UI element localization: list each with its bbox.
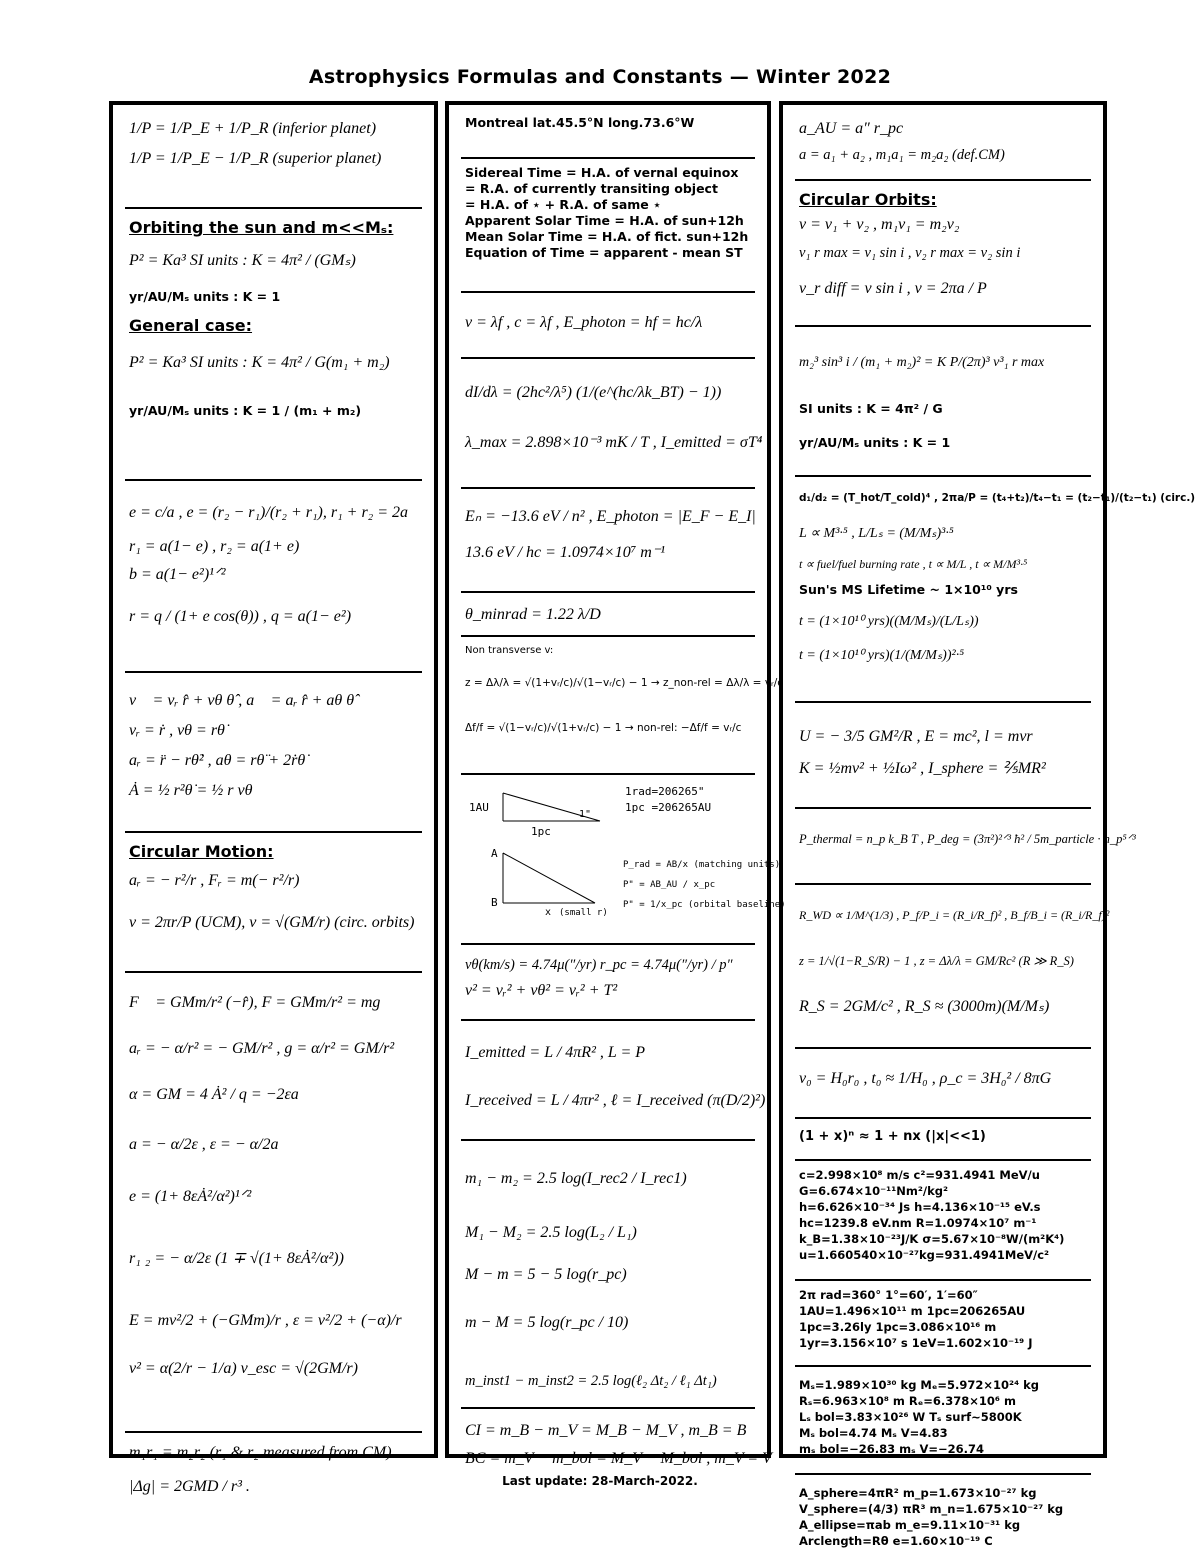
formula-line: v_r diff = v sin i , v = 2πa / P: [799, 280, 987, 297]
constant-line: Lₛ bol=3.83×10²⁶ W Tₛ surf~5800K: [799, 1410, 1022, 1424]
formula-line: Δf/f = √(1−vᵣ/c)/√(1+vᵣ/c) − 1 → non-rel: −Δf/f = vᵣ/c: [465, 722, 742, 734]
formula-line: e = c/a , e = (r₂ − r₁)/(r₂ + r₁), r₁ + r₂ = 2a: [129, 504, 409, 521]
formula-line: α = GM = 4 Ȧ² / q = −2εa: [129, 1086, 299, 1103]
formula-line: aᵣ = − r²/r , Fᵣ = m(− r²/r): [129, 872, 300, 889]
formula-line: I_received = L / 4πr² , ℓ = I_received (π(D/2)²): [465, 1092, 766, 1109]
constant-line: 1pc=3.26ly 1pc=3.086×10¹⁶ m: [799, 1320, 997, 1334]
constant-line: A_sphere=4πR² m_p=1.673×10⁻²⁷ kg: [799, 1486, 1037, 1500]
constant-line: Mₛ bol=4.74 Mₛ V=4.83: [799, 1426, 948, 1440]
constant-line: Mₛ=1.989×10³⁰ kg Mₑ=5.972×10²⁴ kg: [799, 1378, 1039, 1392]
column-2: [445, 101, 786, 1467]
column-1: [109, 101, 438, 1495]
formula-line: a_AU = a″ r_pc: [799, 120, 904, 137]
circular-orbits-section: [795, 181, 1091, 327]
formula-line: Ȧ = ½ r²θ̇ = ½ r vθ: [129, 782, 253, 799]
formula-line: R_S = 2GM/c² , R_S ≈ (3000m)(M/Mₛ): [799, 998, 1050, 1015]
binomial-section: [795, 1119, 1091, 1161]
formula-line: v = v₁ + v₂ , m₁v₁ = m₂v₂: [799, 216, 960, 233]
formula-line: a = − α/2ε , ε = − α/2a: [129, 1136, 279, 1153]
formula-line: 1/P = 1/P_E + 1/P_R (inferior planet): [129, 120, 377, 137]
constant-line: h=6.626×10⁻³⁴ Js h=4.136×10⁻¹⁵ eV.s: [799, 1200, 1041, 1214]
section-heading: General case:: [129, 316, 253, 335]
intensity-section: [461, 1021, 766, 1141]
compact-objects-section: [795, 885, 1110, 1049]
formula-line: 1/P = 1/P_E − 1/P_R (superior planet): [129, 150, 382, 167]
parallax-formula: P_rad = AB/x (matching units): [623, 860, 781, 870]
constant-line: A_ellipse=πab m_e=9.11×10⁻³¹ kg: [799, 1518, 1021, 1532]
mass-function-section: [795, 327, 1091, 477]
circular-motion-section: [125, 833, 422, 973]
formula-line: BC = m_V − m_bol = M_V − M_bol , m_V = V: [465, 1450, 772, 1467]
formula-line: d₁/d₂ = (T_hot/T_cold)⁴ , 2πa/P = (t₄+t₂)/t₄−t₁ = (t₂−t₁)/(t₂−t₁) (circ.): [799, 492, 1196, 504]
formula-line: Montreal lat.45.5°N long.73.6°W: [465, 115, 695, 130]
parallax-formula: P" = 1/x_pc (orbital baseline): [623, 900, 786, 910]
section-heading: Circular Motion:: [129, 842, 274, 861]
constant-line: 1yr=3.156×10⁷ s 1eV=1.602×10⁻¹⁹ J: [799, 1336, 1033, 1350]
formula-line: v₁ r max = v₁ sin i , v₂ r max = v₂ sin i: [799, 245, 1021, 261]
formula-line: Apparent Solar Time = H.A. of sun+12h: [465, 213, 744, 228]
formula-line: Equation of Time = apparent - mean ST: [465, 245, 743, 260]
formula-line: r = q / (1+ e cos(θ)) , q = a(1− e²): [129, 608, 352, 625]
formula-line: I_emitted = L / 4πR² , L = P: [465, 1044, 646, 1061]
formula-line: (1 + x)ⁿ ≈ 1 + nx (|x|<<1): [799, 1129, 986, 1144]
arcsec-label: 1": [579, 809, 592, 820]
formula-line: vᵣ = ṙ , vθ = rθ̇: [129, 722, 225, 739]
formula-line: yr/AU/Mₛ units : K = 1 / (m₁ + m₂): [129, 403, 362, 418]
formula-line: θ_minrad = 1.22 λ/D: [465, 606, 601, 623]
formula-line: m_inst1 − m_inst2 = 2.5 log(ℓ₂ Δt₂ / ℓ₁ Δt₁): [465, 1373, 717, 1389]
stellar-lifetime-section: [795, 477, 1196, 703]
formula-line: M₁ − M₂ = 2.5 log(L₂ / L₁): [465, 1224, 637, 1241]
formula-line: z = 1/√(1−R_S/R) − 1 , z = Δλ/λ = GM/Rc² (R ≫ R_S): [799, 954, 1074, 968]
constant-line: hc=1239.8 eV.nm R=1.0974×10⁷ m⁻¹: [799, 1216, 1037, 1230]
formula-line: R_WD ∝ 1/M^(1/3) , P_f/P_i = (R_i/R_f)² , B_f/B_i = (R_i/R_f)²: [799, 908, 1110, 922]
formula-line: m − M = 5 log(r_pc / 10): [465, 1314, 629, 1331]
bohr-section: [461, 489, 755, 593]
formula-line: aᵣ = r̈ − rθ̇² , aθ = rθ̈ + 2ṙθ̇: [129, 752, 306, 769]
formula-line: e = (1+ 8εȦ²/α²)¹ᐟ²: [129, 1188, 252, 1205]
formula-line: v = λf , c = λf , E_photon = hf = hc/λ: [465, 314, 703, 331]
page-title: Astrophysics Formulas and Constants — Winter 2022: [308, 66, 892, 88]
constant-line: V_sphere=(4/3) πR³ m_n=1.675×10⁻²⁷ kg: [799, 1502, 1064, 1516]
proper-motion-section: [461, 945, 755, 1021]
formula-line: P² = Ka³ SI units : K = 4π² / (GMₛ): [129, 252, 356, 269]
formula-line: m₁r₁ = m₂r₂ (r₁ & r₂ measured from CM): [129, 1444, 392, 1461]
constant-line: u=1.660540×10⁻²⁷kg=931.4941MeV/c²: [799, 1248, 1050, 1262]
kepler-third-law-section: [125, 209, 422, 481]
last-update-footer: Last update: 28-March-2022.: [502, 1474, 698, 1488]
formula-line: E = mv²/2 + (−GMm)/r , ε = v²/2 + (−α)/r: [129, 1312, 402, 1329]
formula-line: v² = vᵣ² + vθ² = vᵣ² + T²: [465, 982, 618, 999]
parallax-formula: P" = AB_AU / x_pc: [623, 880, 716, 890]
formula-line: SI units : K = 4π² / G: [799, 401, 943, 416]
formula-line: = R.A. of currently transiting object: [465, 181, 718, 196]
formula-line: aᵣ = − α/r² = − GM/r² , g = α/r² = GM/r²: [129, 1040, 395, 1057]
formula-line: v = 2πr/P (UCM), v = √(GM/r) (circ. orbits): [129, 914, 415, 931]
note-text: Non transverse v:: [465, 645, 554, 656]
formula-line: λ_max = 2.898×10⁻³ mK / T , I_emitted = σT⁴: [465, 434, 763, 451]
kepler-synodic-section: [125, 105, 422, 209]
formula-line: yr/AU/Mₛ units : K = 1: [799, 435, 951, 450]
binary-cm-section: [795, 105, 1091, 181]
formula-line: 13.6 eV / hc = 1.0974×10⁷ m⁻¹: [465, 544, 666, 561]
formula-line: v² = α(2/r − 1/a) v_esc = √(2GM/r): [129, 1360, 358, 1377]
small-r-label: (small r): [559, 908, 608, 918]
parallax-diagram: [465, 781, 786, 931]
formula-line: a = a₁ + a₂ , m₁a₁ = m₂a₂ (def.CM): [799, 147, 1005, 163]
formula-line: r₁ ₂ = − α/2ε (1 ∓ √(1+ 8εȦ²/α²)): [129, 1250, 344, 1267]
rad-def: 1rad=206265": [625, 785, 705, 798]
formula-line: Sidereal Time = H.A. of vernal equinox: [465, 165, 739, 180]
formula-line: m₂³ sin³ i / (m₁ + m₂)² = K P/(2π)³ v³₁ r max: [799, 355, 1045, 370]
constant-line: 1AU=1.496×10¹¹ m 1pc=206265AU: [799, 1304, 1026, 1318]
pc-def: 1pc =206265AU: [625, 801, 712, 814]
formula-line: Mean Solar Time = H.A. of fict. sun+12h: [465, 229, 749, 244]
doppler-section: [461, 637, 784, 775]
energy-section: [795, 703, 1091, 809]
point-a-label: A: [491, 847, 498, 860]
triangle-edge: [503, 853, 595, 903]
wave-section: [461, 293, 755, 359]
formula-line: v⃗ = vᵣ r̂ + vθ θ̂ , a⃗ = aᵣ r̂ + aθ θ̂: [129, 692, 355, 709]
formula-line: m₁ − m₂ = 2.5 log(I_rec2 / I_rec1): [465, 1170, 687, 1187]
cosmology-section: [795, 1049, 1091, 1119]
geometry-particles-section: [795, 1475, 1091, 1563]
location-section: [461, 105, 755, 159]
gravity-orbit-section: [125, 973, 422, 1433]
formula-line: Sun's MS Lifetime ~ 1×10¹⁰ yrs: [799, 582, 1018, 597]
unit-conversions-section: [795, 1281, 1091, 1367]
constant-line: Arclength=Rθ e=1.60×10⁻¹⁹ C: [799, 1534, 993, 1548]
formula-line: |Δg| = 2GMD / r³ .: [129, 1478, 250, 1495]
formula-line: yr/AU/Mₛ units : K = 1: [129, 289, 281, 304]
column-3: [779, 101, 1196, 1548]
formula-line: L ∝ M³·⁵ , L/Lₛ = (M/Mₛ)³·⁵: [799, 526, 954, 541]
constant-line: k_B=1.38×10⁻²³J/K σ=5.67×10⁻⁸W/(m²K⁴): [799, 1232, 1065, 1246]
constant-line: mₛ bol=−26.83 mₛ V=−26.74: [799, 1442, 985, 1456]
formula-line: vθ(km/s) = 4.74μ(″/yr) r_pc = 4.74μ(″/yr) / p″: [465, 957, 733, 973]
formula-line: P_thermal = n_p k_B T , P_deg = (3π²)²ᐟ³ ħ² / 5m_particle · n_p⁵ᐟ³: [799, 832, 1136, 846]
distance-label: x: [545, 907, 552, 918]
physical-constants-section: [795, 1161, 1091, 1281]
formula-line: dI/dλ = (2hc²/λ⁵) (1/(e^(hc/λk_BT) − 1)): [465, 384, 722, 401]
formula-line: v₀ = H₀r₀ , t₀ ≈ 1/H₀ , ρ_c = 3H₀² / 8πG: [799, 1070, 1052, 1087]
formula-line: = H.A. of ⋆ + R.A. of same ⋆: [465, 197, 661, 212]
section-heading: Orbiting the sun and m<<Mₛ:: [129, 218, 394, 237]
pc-label: 1pc: [531, 825, 551, 838]
formula-line: b = a(1− e²)¹ᐟ²: [129, 566, 226, 583]
magnitude-section: [461, 1141, 755, 1409]
resolution-section: [461, 593, 755, 637]
constant-line: 2π rad=360° 1°=60′, 1′=60″: [799, 1288, 978, 1302]
degeneracy-section: [795, 809, 1136, 885]
formula-line: t = (1×10¹⁰ yrs)(1/(M/Mₛ))²·⁵: [799, 648, 965, 663]
formula-line: P² = Ka³ SI units : K = 4π² / G(m₁ + m₂): [129, 354, 390, 371]
constant-line: Rₛ=6.963×10⁸ m Rₑ=6.378×10⁶ m: [799, 1394, 1016, 1408]
au-label: 1AU: [469, 801, 489, 814]
formula-line: r₁ = a(1− e) , r₂ = a(1+ e): [129, 538, 300, 555]
formula-line: z = Δλ/λ = √(1+vᵣ/c)/√(1−vᵣ/c) − 1 → z_non-rel = Δλ/λ = vᵣ/c: [465, 677, 784, 689]
formula-line: K = ½mv² + ½Iω² , I_sphere = ⅖MR²: [799, 760, 1046, 777]
time-section: [461, 159, 755, 293]
formula-line: U = − 3/5 GM²/R , E = mc², l = mvr: [799, 728, 1033, 745]
blackbody-section: [461, 359, 763, 489]
ellipse-section: [125, 481, 422, 673]
formula-line: F⃗ = GMm/r² (−r̂), F = GMm/r² = mg: [129, 994, 381, 1011]
formula-line: Eₙ = −13.6 eV / n² , E_photon = |E_F − E_I|: [465, 508, 756, 525]
solar-earth-section: [795, 1367, 1091, 1475]
constant-line: G=6.674×10⁻¹¹Nm²/kg²: [799, 1184, 948, 1198]
formula-line: t ∝ fuel/fuel burning rate , t ∝ M/L , t ∝ M/M³·⁵: [799, 557, 1028, 571]
formula-line: t = (1×10¹⁰ yrs)((M/Mₛ)/(L/Lₛ)): [799, 614, 979, 629]
section-heading: Circular Orbits:: [799, 190, 937, 209]
polar-kinematics-section: [125, 673, 422, 833]
point-b-label: B: [491, 896, 498, 909]
constant-line: c=2.998×10⁸ m/s c²=931.4941 MeV/u: [799, 1168, 1040, 1182]
formula-line: M − m = 5 − 5 log(r_pc): [465, 1266, 627, 1283]
formula-line: CI = m_B − m_V = M_B − M_V , m_B = B: [465, 1422, 747, 1439]
parallax-section: [461, 775, 786, 945]
